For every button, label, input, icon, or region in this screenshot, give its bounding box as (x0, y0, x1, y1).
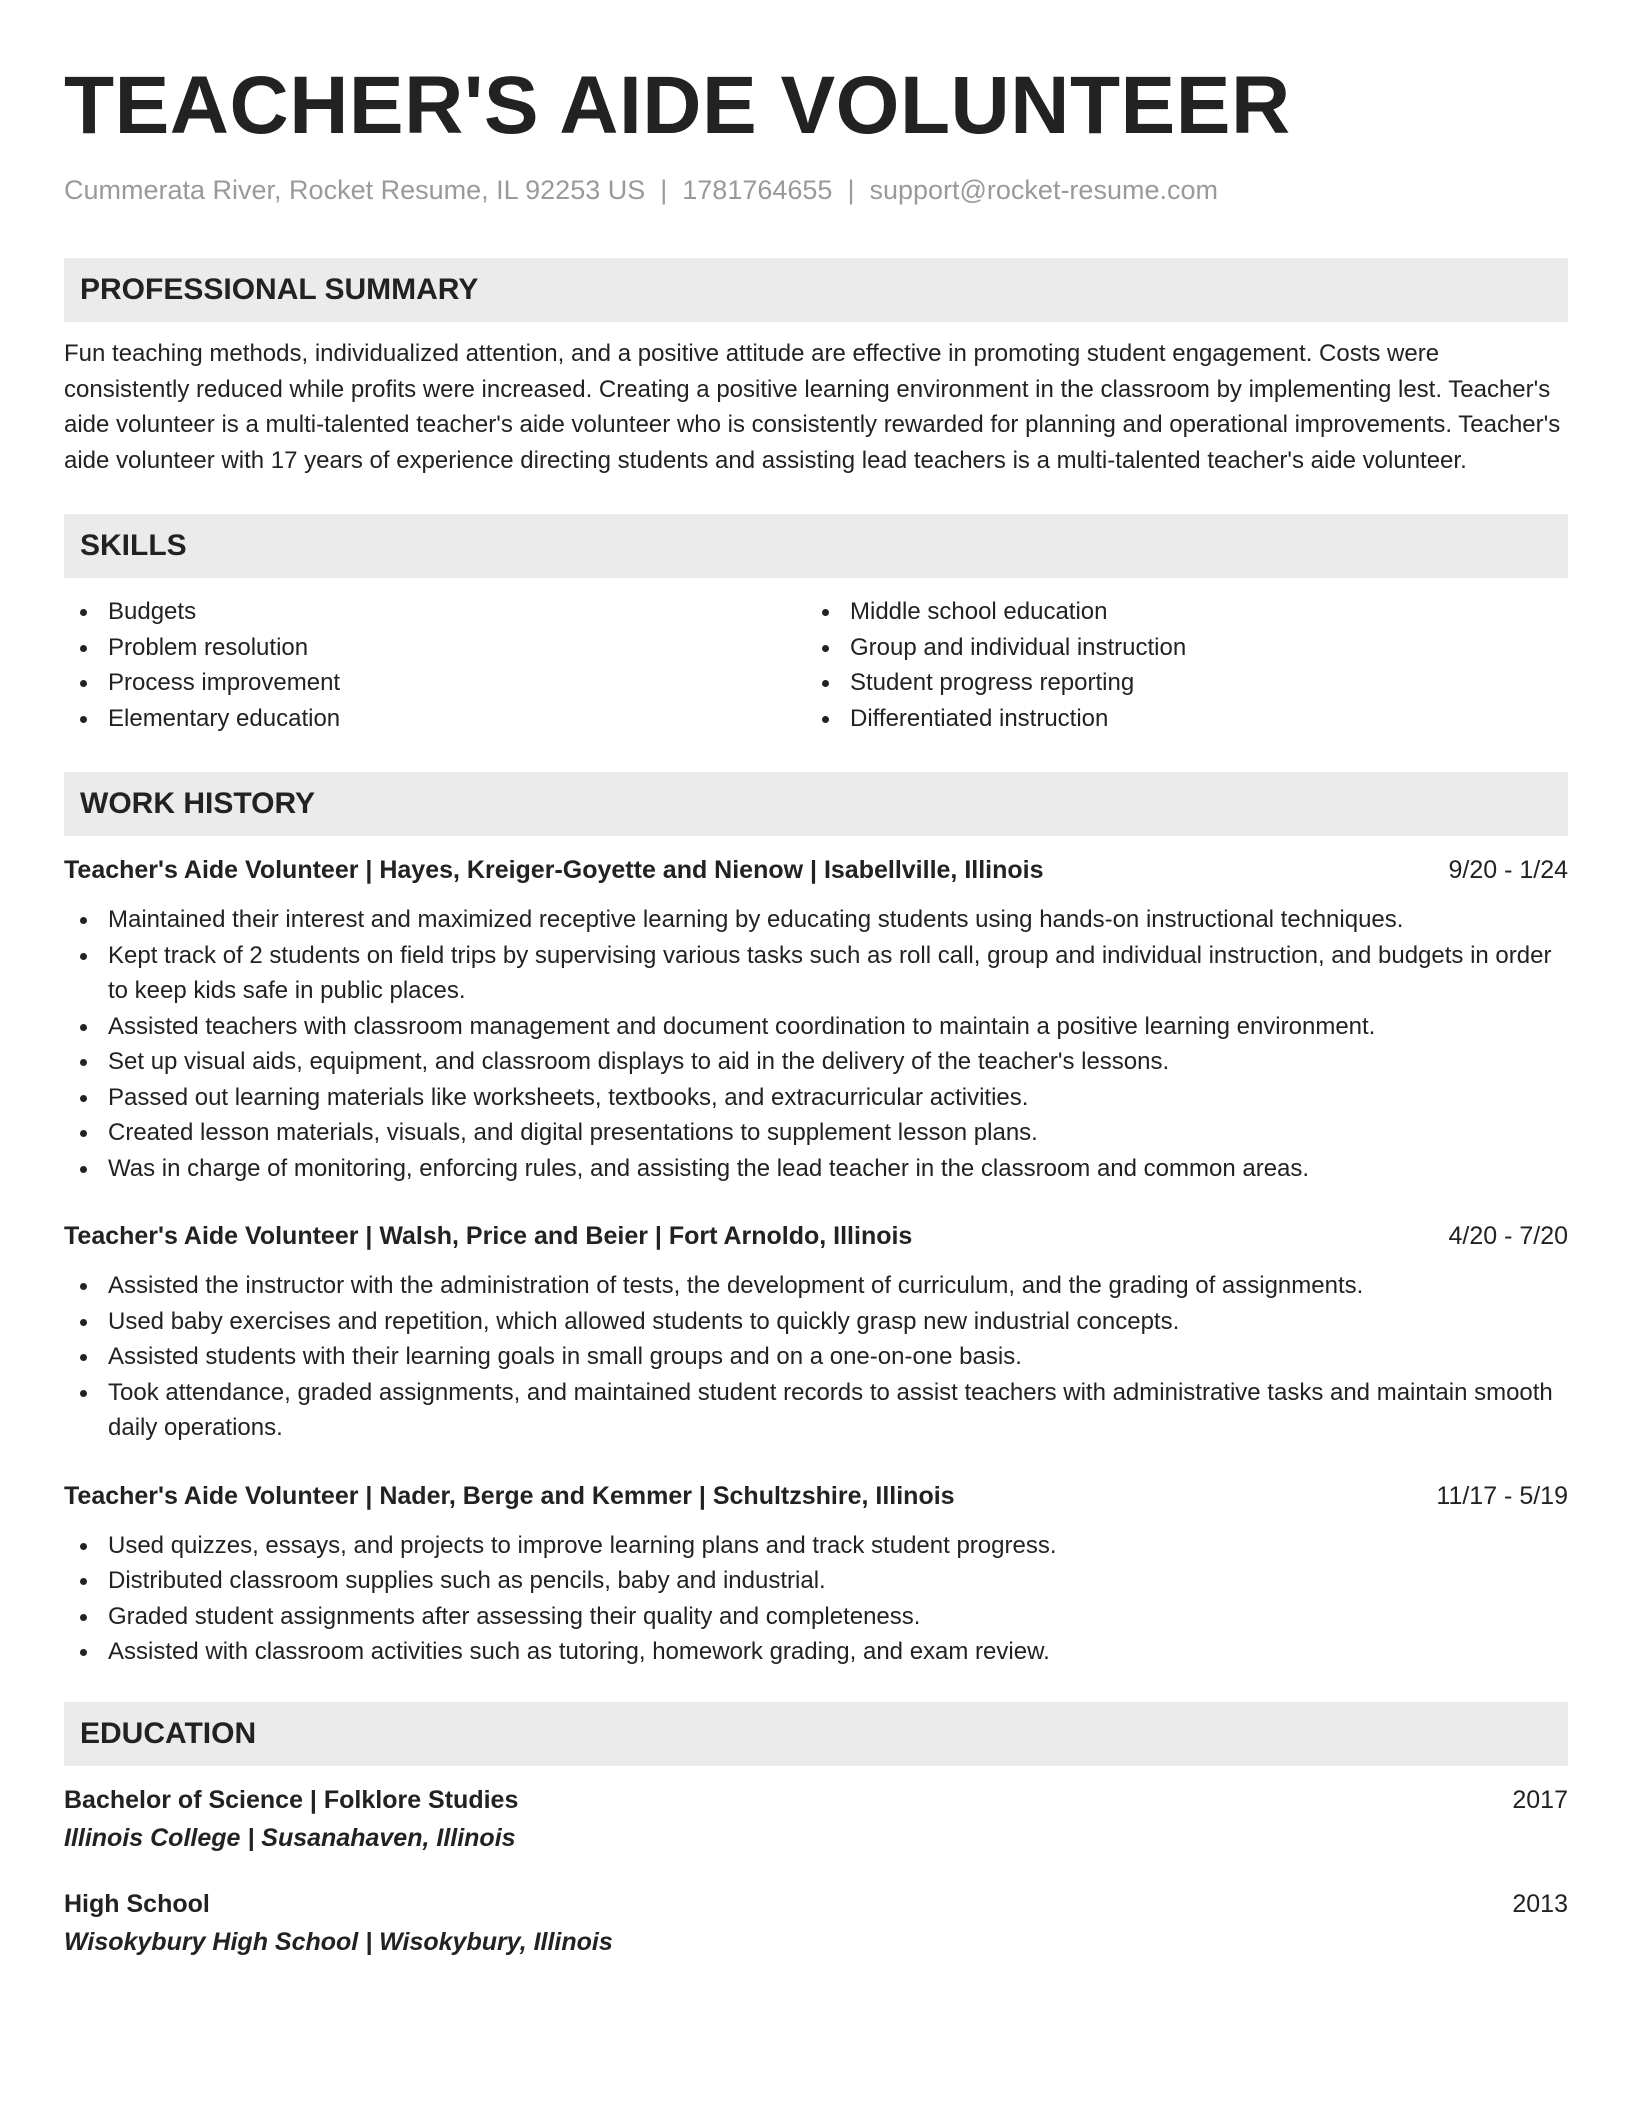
skill-item: Budgets (64, 594, 806, 630)
job-bullet: Set up visual aids, equipment, and classroom displays to aid in the delivery of the teacher's lessons. (64, 1044, 1568, 1080)
job-entry (64, 1218, 1568, 1446)
job-bullet: Graded student assignments after assessing their quality and completeness. (64, 1599, 1568, 1635)
skill-item: Elementary education (64, 701, 806, 737)
contact-separator: | (660, 175, 668, 205)
job-entry (64, 1478, 1568, 1670)
skill-item: Student progress reporting (806, 665, 1548, 701)
education-header (64, 1782, 1568, 1818)
contact-separator: | (847, 175, 855, 205)
candidate-name: TEACHER'S AIDE VOLUNTEER (64, 60, 1291, 151)
contact-phone: 1781764655 (682, 175, 833, 205)
job-title: Teacher's Aide Volunteer | Walsh, Price and Beier | Fort Arnoldo, Illinois (64, 1222, 913, 1250)
job-title: Teacher's Aide Volunteer | Nader, Berge and Kemmer | Schultzshire, Illinois (64, 1481, 955, 1510)
skills-column-right (806, 594, 1548, 736)
job-bullets (64, 1528, 1568, 1670)
job-dates: 4/20 - 7/20 (1448, 1222, 1568, 1250)
contact-address: Cummerata River, Rocket Resume, IL 92253 US (64, 175, 646, 205)
job-header (64, 1478, 1568, 1514)
skill-item: Process improvement (64, 665, 806, 701)
skill-item: Group and individual instruction (806, 630, 1548, 666)
work-history-heading: WORK HISTORY (64, 772, 1568, 836)
job-bullet: Kept track of 2 students on field trips by supervising various tasks such as roll call, group and individual instruction, and budgets in order to keep kids safe in public places. (64, 938, 1568, 1009)
school-name: Wisokybury High School | Wisokybury, Illinois (64, 1927, 613, 1956)
education-header (64, 1886, 1568, 1922)
summary-section (64, 258, 1568, 478)
skill-item: Middle school education (806, 594, 1548, 630)
education-section (64, 1702, 1568, 1962)
graduation-year: 2017 (1512, 1785, 1568, 1814)
education-heading: EDUCATION (64, 1702, 1568, 1766)
education-entry (64, 1782, 1568, 1858)
job-dates: 11/17 - 5/19 (1436, 1481, 1568, 1510)
job-bullet: Assisted the instructor with the administration of tests, the development of curriculum, and the grading of assignments. (64, 1268, 1568, 1304)
job-bullets (64, 902, 1568, 1186)
job-bullet: Used baby exercises and repetition, which allowed students to quickly grasp new industrial concepts. (64, 1304, 1568, 1340)
job-bullet: Maintained their interest and maximized receptive learning by educating students using hands-on instructional techniques. (64, 902, 1568, 938)
job-title: Teacher's Aide Volunteer | Hayes, Kreiger-Goyette and Nienow | Isabellville, Illinois (64, 856, 1044, 884)
work-history-section (64, 772, 1568, 1670)
job-bullet: Created lesson materials, visuals, and digital presentations to supplement lesson plans. (64, 1115, 1568, 1151)
resume-page (64, 0, 1568, 1962)
skills-column-left (64, 594, 806, 736)
job-entry (64, 852, 1568, 1186)
job-header (64, 1218, 1568, 1254)
job-bullets (64, 1268, 1568, 1446)
job-bullet: Assisted students with their learning goals in small groups and on a one-on-one basis. (64, 1339, 1568, 1375)
school-name: Illinois College | Susanahaven, Illinois (64, 1823, 516, 1852)
job-bullet: Passed out learning materials like worksheets, textbooks, and extracurricular activities. (64, 1080, 1568, 1116)
job-bullet: Took attendance, graded assignments, and maintained student records to assist teachers with administrative tasks and maintain smooth daily operations. (64, 1375, 1568, 1446)
education-entry (64, 1886, 1568, 1962)
summary-heading: PROFESSIONAL SUMMARY (64, 258, 1568, 322)
job-header (64, 852, 1568, 888)
degree-title: High School (64, 1889, 210, 1918)
job-bullet: Was in charge of monitoring, enforcing rules, and assisting the lead teacher in the classroom and common areas. (64, 1151, 1568, 1187)
graduation-year: 2013 (1512, 1889, 1568, 1918)
job-bullet: Used quizzes, essays, and projects to improve learning plans and track student progress. (64, 1528, 1568, 1564)
contact-email[interactable]: support@rocket-resume.com (869, 175, 1218, 205)
summary-text: Fun teaching methods, individualized attention, and a positive attitude are effective in promoting student engagement. Costs were consistently reduced while profits were increased. Creating a positive learning environment in the classroom by implementing lest. Teacher's aide volunteer is a multi-talented teacher's aide volunteer who is consistently rewarded for planning and operational improvements. Teacher's aide volunteer with 17 years of experience directing students and assisting lead teachers is a multi-talented teacher's aide volunteer. (64, 340, 1561, 474)
skills-heading: SKILLS (64, 514, 1568, 578)
skill-item: Differentiated instruction (806, 701, 1548, 737)
skill-item: Problem resolution (64, 630, 806, 666)
job-bullet: Assisted teachers with classroom management and document coordination to maintain a positive learning environment. (64, 1009, 1568, 1045)
contact-line (64, 172, 1568, 208)
job-bullet: Assisted with classroom activities such as tutoring, homework grading, and exam review. (64, 1634, 1568, 1670)
degree-title: Bachelor of Science | Folklore Studies (64, 1785, 519, 1814)
job-bullet: Distributed classroom supplies such as pencils, baby and industrial. (64, 1563, 1568, 1599)
skills-section (64, 514, 1568, 736)
skills-grid (64, 594, 1568, 736)
job-dates: 9/20 - 1/24 (1448, 856, 1568, 884)
